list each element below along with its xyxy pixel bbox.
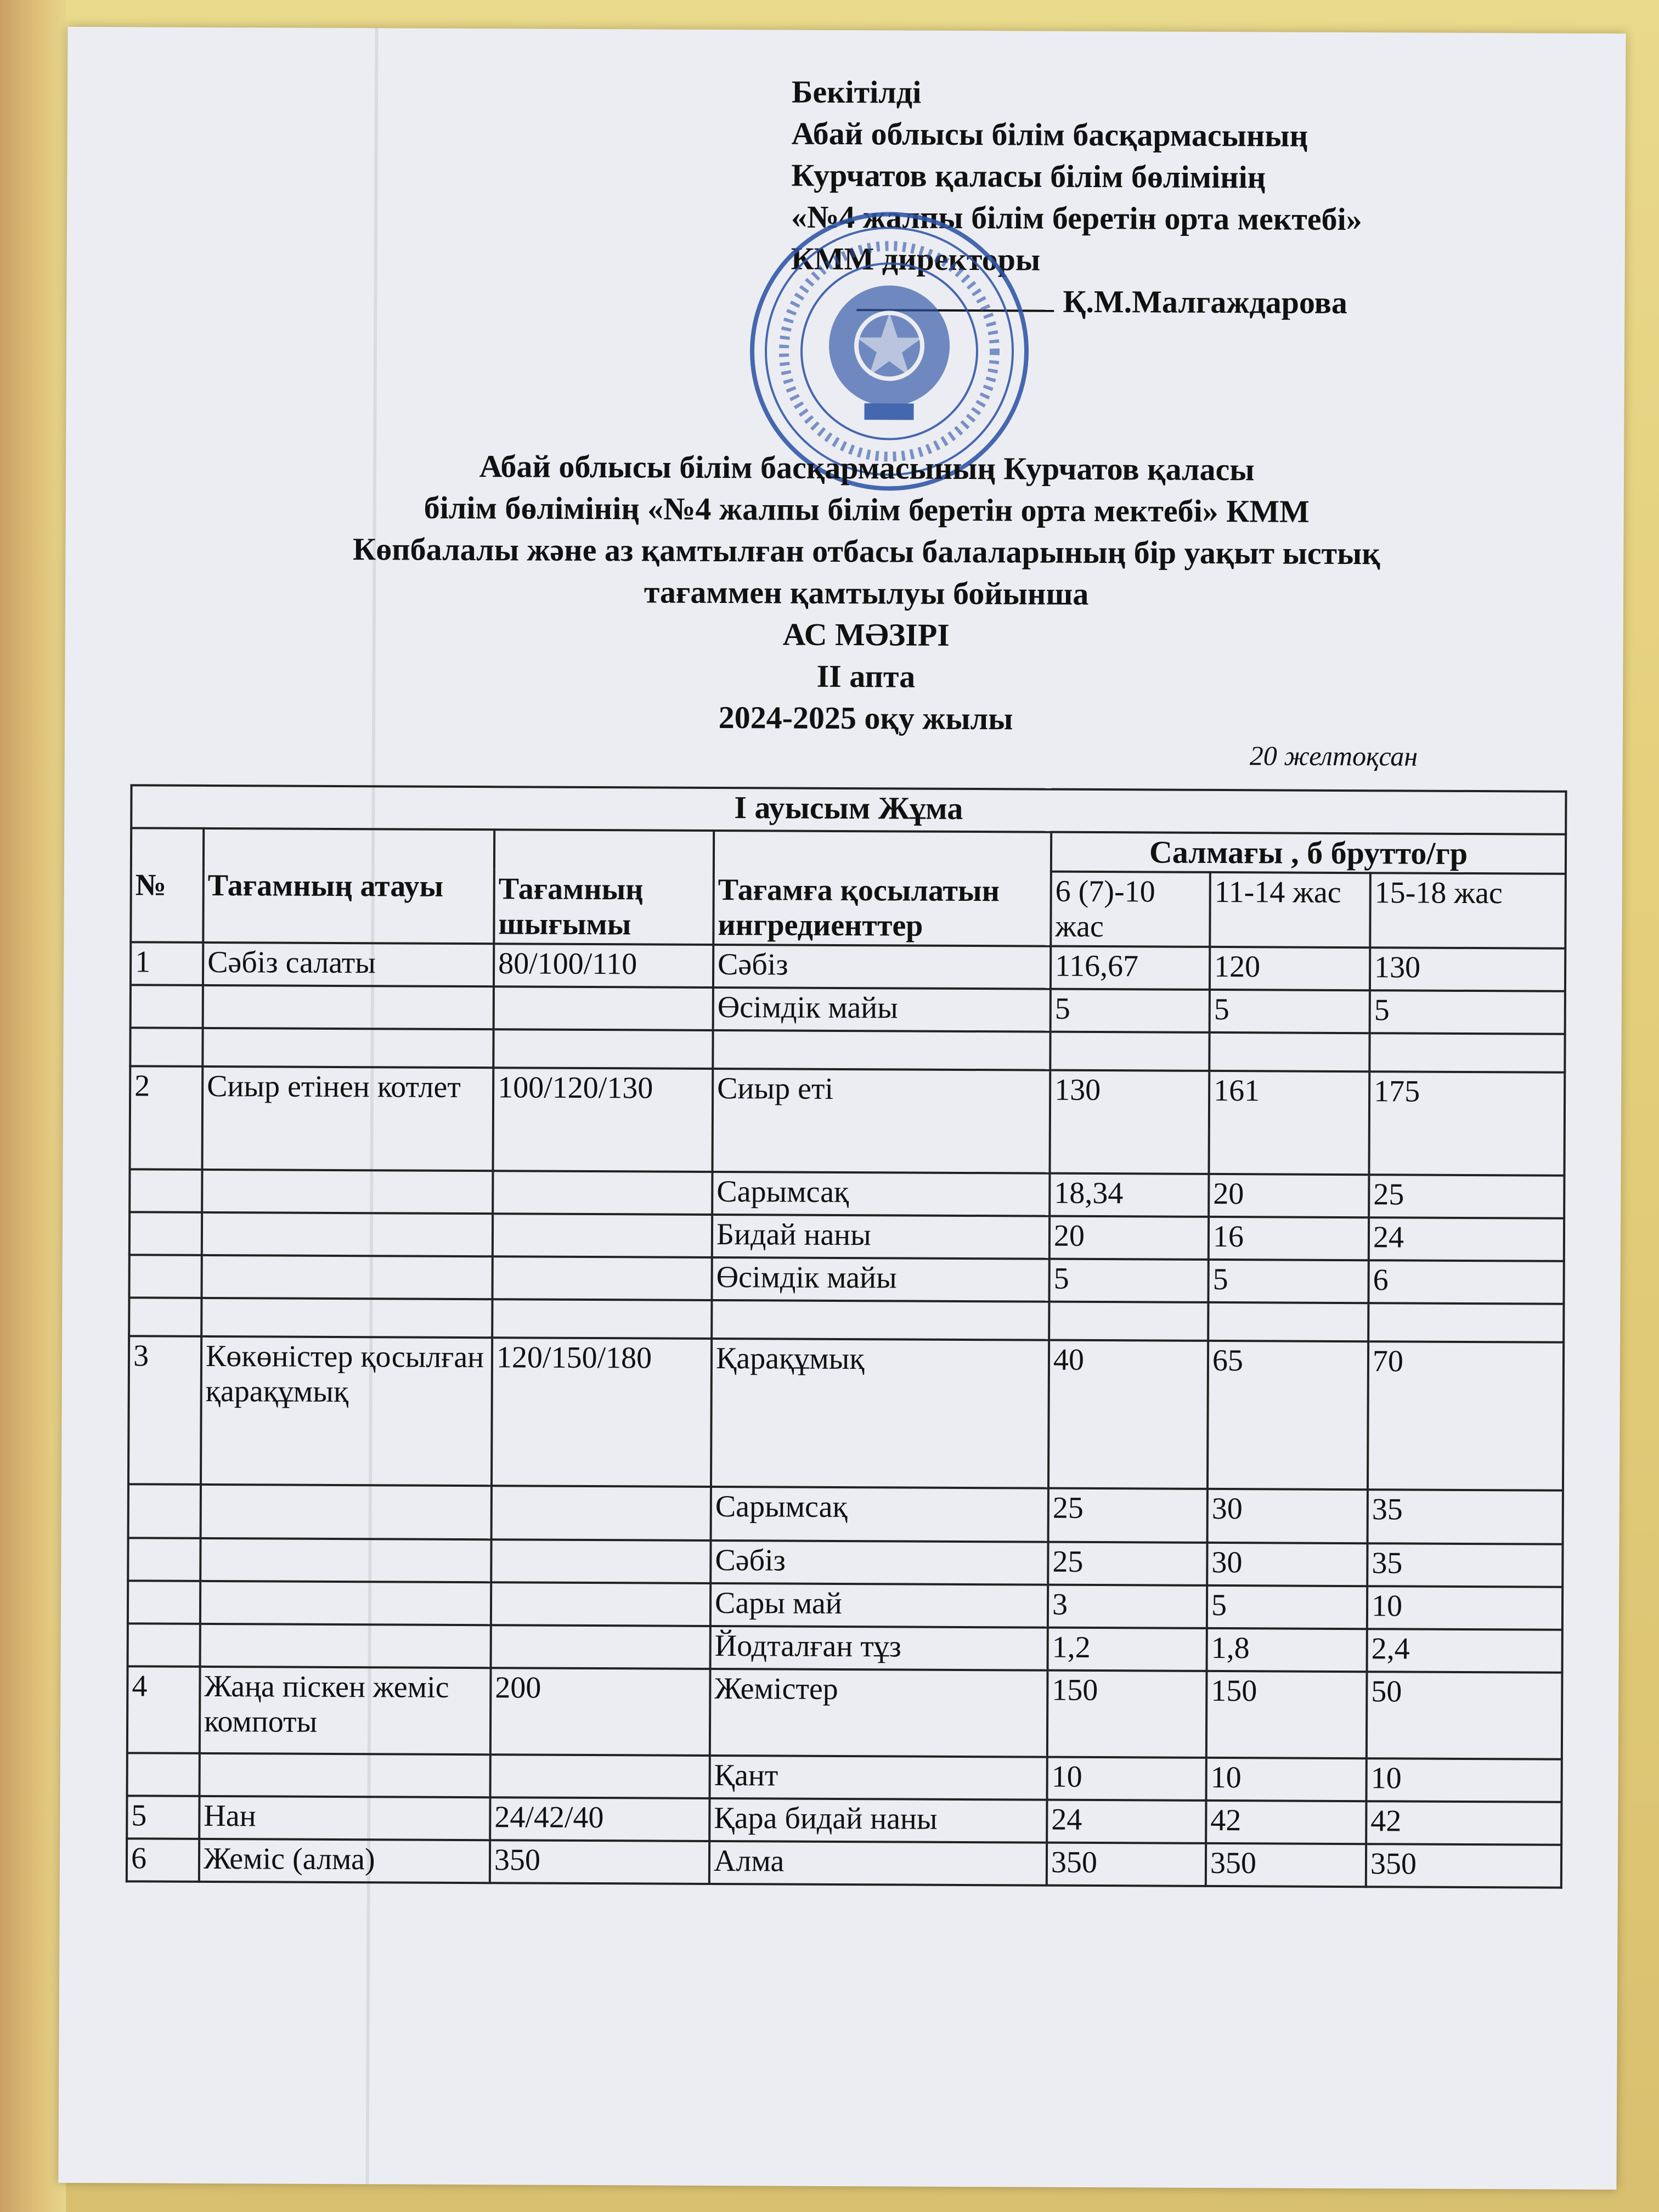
table-row xyxy=(128,1484,1563,1544)
weight-age-6-10-cell: 25 xyxy=(1048,1488,1207,1543)
dish-name-cell xyxy=(202,1170,493,1214)
ingredient-cell: Жемістер xyxy=(710,1669,1048,1757)
document-title xyxy=(109,444,1624,742)
weight-age-15-18-cell xyxy=(1369,1033,1565,1073)
dish-name-cell xyxy=(201,1298,492,1338)
ingredient-cell: Сары май xyxy=(710,1583,1048,1628)
weight-age-6-10-cell: 25 xyxy=(1048,1542,1207,1585)
weight-age-6-10-cell: 130 xyxy=(1049,1070,1209,1174)
dish-name-cell xyxy=(203,985,494,1029)
table-row xyxy=(128,1581,1562,1629)
weight-age-11-14-cell: 1,8 xyxy=(1207,1628,1367,1672)
ingredient-cell: Алма xyxy=(709,1841,1047,1886)
table-row xyxy=(129,1169,1564,1218)
dish-yield-cell xyxy=(494,986,713,1030)
table-row xyxy=(131,985,1565,1034)
ingredient-cell: Бидай наны xyxy=(712,1215,1049,1259)
weight-age-6-10-cell: 5 xyxy=(1051,989,1210,1032)
weight-age-15-18-cell xyxy=(1368,1303,1564,1342)
row-number-cell: 2 xyxy=(130,1066,203,1170)
row-number-cell xyxy=(129,1169,202,1212)
weight-age-15-18-cell: 10 xyxy=(1366,1758,1561,1802)
row-number-cell xyxy=(129,1212,202,1255)
row-number-cell xyxy=(128,1484,201,1538)
dish-name-cell: Сиыр етінен котлет xyxy=(202,1066,494,1171)
dish-yield-cell xyxy=(493,1029,713,1069)
shift-header: І ауысым Жұма xyxy=(131,785,1566,834)
weight-age-11-14-cell: 42 xyxy=(1206,1801,1366,1844)
row-number-cell xyxy=(129,1255,201,1298)
col-header-yield: Тағамның шығымы xyxy=(494,830,714,945)
row-number-cell: 3 xyxy=(128,1336,201,1485)
table-row xyxy=(130,1028,1565,1072)
document-sheet xyxy=(58,27,1626,2190)
dish-yield-cell: 350 xyxy=(490,1840,709,1884)
weight-age-11-14-cell: 5 xyxy=(1207,1585,1367,1629)
weight-age-11-14-cell: 10 xyxy=(1206,1758,1367,1801)
table-row xyxy=(128,1336,1564,1490)
weight-age-15-18-cell: 2,4 xyxy=(1367,1629,1562,1673)
weight-age-11-14-cell: 150 xyxy=(1206,1671,1367,1758)
ingredient-cell: Сиыр еті xyxy=(712,1069,1050,1173)
weight-age-15-18-cell: 35 xyxy=(1367,1543,1562,1587)
table-row xyxy=(131,942,1565,991)
dish-name-cell: Жеміс (алма) xyxy=(199,1839,490,1883)
dish-yield-cell: 100/120/130 xyxy=(493,1068,713,1172)
ingredient-cell: Өсімдік майы xyxy=(713,988,1051,1032)
dish-name-cell xyxy=(200,1753,490,1797)
approval-line: Бекітілді xyxy=(791,74,922,110)
table-row xyxy=(127,1796,1561,1844)
weight-age-11-14-cell xyxy=(1208,1302,1368,1341)
row-number-cell xyxy=(131,985,203,1028)
weight-age-15-18-cell: 5 xyxy=(1370,990,1565,1034)
weight-age-11-14-cell: 16 xyxy=(1209,1217,1369,1260)
dish-yield-cell: 120/150/180 xyxy=(492,1338,712,1487)
col-header-no: № xyxy=(131,828,204,943)
weight-age-11-14-cell: 30 xyxy=(1207,1543,1367,1586)
dish-yield-cell xyxy=(491,1625,710,1669)
weight-age-6-10-cell: 3 xyxy=(1048,1585,1207,1628)
weight-age-15-18-cell: 70 xyxy=(1368,1341,1564,1491)
dish-name-cell: Нан xyxy=(199,1796,490,1840)
dish-yield-cell xyxy=(492,1486,711,1541)
weight-age-11-14-cell: 350 xyxy=(1206,1843,1366,1887)
weight-age-11-14-cell: 161 xyxy=(1209,1071,1369,1175)
weight-age-6-10-cell: 5 xyxy=(1049,1259,1208,1302)
weight-age-6-10-cell: 350 xyxy=(1047,1843,1206,1886)
row-number-cell xyxy=(129,1297,201,1336)
weight-age-15-18-cell: 130 xyxy=(1370,947,1565,991)
dish-yield-cell xyxy=(493,1214,712,1257)
weight-age-15-18-cell: 6 xyxy=(1368,1260,1564,1304)
weight-age-6-10-cell: 116,67 xyxy=(1051,946,1210,990)
dish-name-cell: Жаңа піскен жеміс компоты xyxy=(200,1667,491,1754)
table-row xyxy=(127,1666,1562,1759)
dish-name-cell: Көкөністер қосылған қарақұмық xyxy=(201,1336,492,1486)
weight-age-6-10-cell: 24 xyxy=(1047,1800,1206,1843)
menu-table xyxy=(126,784,1567,1888)
approval-line: Курчатов қаласы білім бөлімінің xyxy=(791,157,1266,195)
dish-name-cell xyxy=(200,1581,491,1625)
table-row xyxy=(130,1066,1565,1175)
col-header-ingredients: Тағамға қосылатын ингредиенттер xyxy=(713,831,1051,946)
dish-yield-cell: 24/42/40 xyxy=(490,1797,709,1841)
weight-age-15-18-cell: 10 xyxy=(1367,1586,1562,1630)
col-header-weight: Салмағы , б брутто/гр xyxy=(1051,832,1566,874)
table-row xyxy=(128,1623,1562,1672)
dish-yield-cell: 80/100/110 xyxy=(494,944,713,988)
approval-line: Абай облысы білім басқармасының xyxy=(791,115,1308,154)
dish-yield-cell xyxy=(493,1171,712,1215)
weight-age-15-18-cell: 350 xyxy=(1366,1844,1561,1888)
weight-age-11-14-cell: 20 xyxy=(1209,1174,1369,1217)
dish-name-cell xyxy=(200,1538,491,1582)
weight-age-15-18-cell: 25 xyxy=(1369,1175,1564,1218)
dish-name-cell xyxy=(201,1255,492,1299)
weight-age-15-18-cell: 175 xyxy=(1369,1071,1565,1176)
ingredient-cell: Қант xyxy=(710,1756,1047,1800)
weight-age-6-10-cell: 1,2 xyxy=(1048,1628,1207,1671)
table-row xyxy=(127,1753,1562,1802)
dish-yield-cell: 200 xyxy=(490,1668,710,1756)
dish-name-cell xyxy=(200,1624,491,1668)
menu-date: 20 желтоқсан xyxy=(1249,740,1418,772)
row-number-cell xyxy=(128,1623,200,1667)
weight-age-11-14-cell: 120 xyxy=(1210,947,1370,990)
title-line: АС МӘЗІРІ xyxy=(782,616,950,653)
approval-line: «№4 жалпы білім беретін орта мектебі» xyxy=(791,199,1362,238)
ingredient-cell: Өсімдік майы xyxy=(712,1257,1049,1302)
dish-yield-cell xyxy=(490,1754,710,1798)
table-row xyxy=(129,1212,1564,1261)
signer-name: Қ.М.Малгаждарова xyxy=(1063,283,1348,321)
weight-age-6-10-cell: 20 xyxy=(1049,1216,1209,1260)
weight-age-15-18-cell: 24 xyxy=(1369,1217,1564,1261)
weight-age-6-10-cell: 40 xyxy=(1048,1340,1208,1489)
weight-age-15-18-cell: 35 xyxy=(1368,1489,1563,1544)
col-header-age-6-10: 6 (7)-10 жас xyxy=(1051,872,1210,947)
table-row xyxy=(127,1838,1561,1887)
dish-name-cell xyxy=(202,1028,493,1068)
weight-age-6-10-cell: 150 xyxy=(1047,1671,1207,1758)
dish-name-cell xyxy=(201,1485,492,1539)
weight-age-15-18-cell: 50 xyxy=(1367,1672,1562,1759)
title-line: тағаммен қамтылуы бойынша xyxy=(644,574,1089,612)
row-number-cell: 4 xyxy=(127,1666,200,1753)
title-line: Абай облысы білім басқармасының Курчатов қаласы xyxy=(479,448,1255,488)
row-number-cell xyxy=(128,1538,200,1581)
background-left-strip xyxy=(0,0,66,2212)
weight-age-11-14-cell: 5 xyxy=(1210,990,1370,1033)
weight-age-11-14-cell: 5 xyxy=(1208,1260,1368,1303)
weight-age-11-14-cell xyxy=(1209,1032,1369,1071)
weight-age-11-14-cell: 30 xyxy=(1207,1489,1368,1543)
row-number-cell: 6 xyxy=(127,1838,199,1882)
row-number-cell xyxy=(127,1753,200,1796)
dish-yield-cell xyxy=(492,1299,712,1339)
row-number-cell: 1 xyxy=(131,942,203,985)
table-row xyxy=(129,1297,1564,1342)
dish-name-cell: Сәбіз салаты xyxy=(203,943,494,986)
title-line: ІІ апта xyxy=(816,658,916,695)
approval-line: КММ директоры xyxy=(791,240,1041,278)
ingredient-cell: Сарымсақ xyxy=(711,1487,1048,1542)
weight-age-6-10-cell: 18,34 xyxy=(1049,1173,1209,1217)
ingredient-cell: Қара бидай наны xyxy=(709,1798,1047,1843)
row-number-cell xyxy=(130,1028,202,1066)
title-line: 2024-2025 оқу жылы xyxy=(718,699,1013,737)
title-line: Көпбалалы және аз қамтылған отбасы балаларының бір уақыт ыстық xyxy=(352,531,1380,572)
ingredient-cell: Сарымсақ xyxy=(712,1172,1049,1216)
table-row xyxy=(129,1255,1564,1304)
ingredient-cell: Сәбіз xyxy=(713,945,1051,989)
row-number-cell: 5 xyxy=(127,1796,199,1839)
title-line: білім бөлімінің «№4 жалпы білім беретін орта мектебі» КММ xyxy=(424,489,1310,529)
ingredient-cell: Йодталған тұз xyxy=(710,1626,1048,1671)
table-row xyxy=(128,1538,1562,1587)
col-header-age-11-14: 11-14 жас xyxy=(1210,872,1370,947)
weight-age-15-18-cell: 42 xyxy=(1366,1801,1561,1845)
dish-yield-cell xyxy=(491,1582,710,1626)
col-header-name: Тағамның атауы xyxy=(203,828,494,944)
ingredient-cell xyxy=(713,1030,1050,1070)
row-number-cell xyxy=(128,1581,200,1624)
col-header-age-15-18: 15-18 жас xyxy=(1370,873,1566,949)
weight-age-11-14-cell: 65 xyxy=(1207,1341,1368,1489)
weight-age-6-10-cell xyxy=(1049,1302,1208,1341)
ingredient-cell: Қарақұмық xyxy=(711,1339,1049,1488)
dish-name-cell xyxy=(202,1212,493,1256)
ingredient-cell xyxy=(712,1300,1049,1340)
weight-age-6-10-cell xyxy=(1050,1032,1209,1071)
weight-age-6-10-cell: 10 xyxy=(1047,1757,1206,1801)
dish-yield-cell xyxy=(492,1256,712,1300)
ingredient-cell: Сәбіз xyxy=(710,1541,1048,1585)
dish-yield-cell xyxy=(491,1539,710,1583)
